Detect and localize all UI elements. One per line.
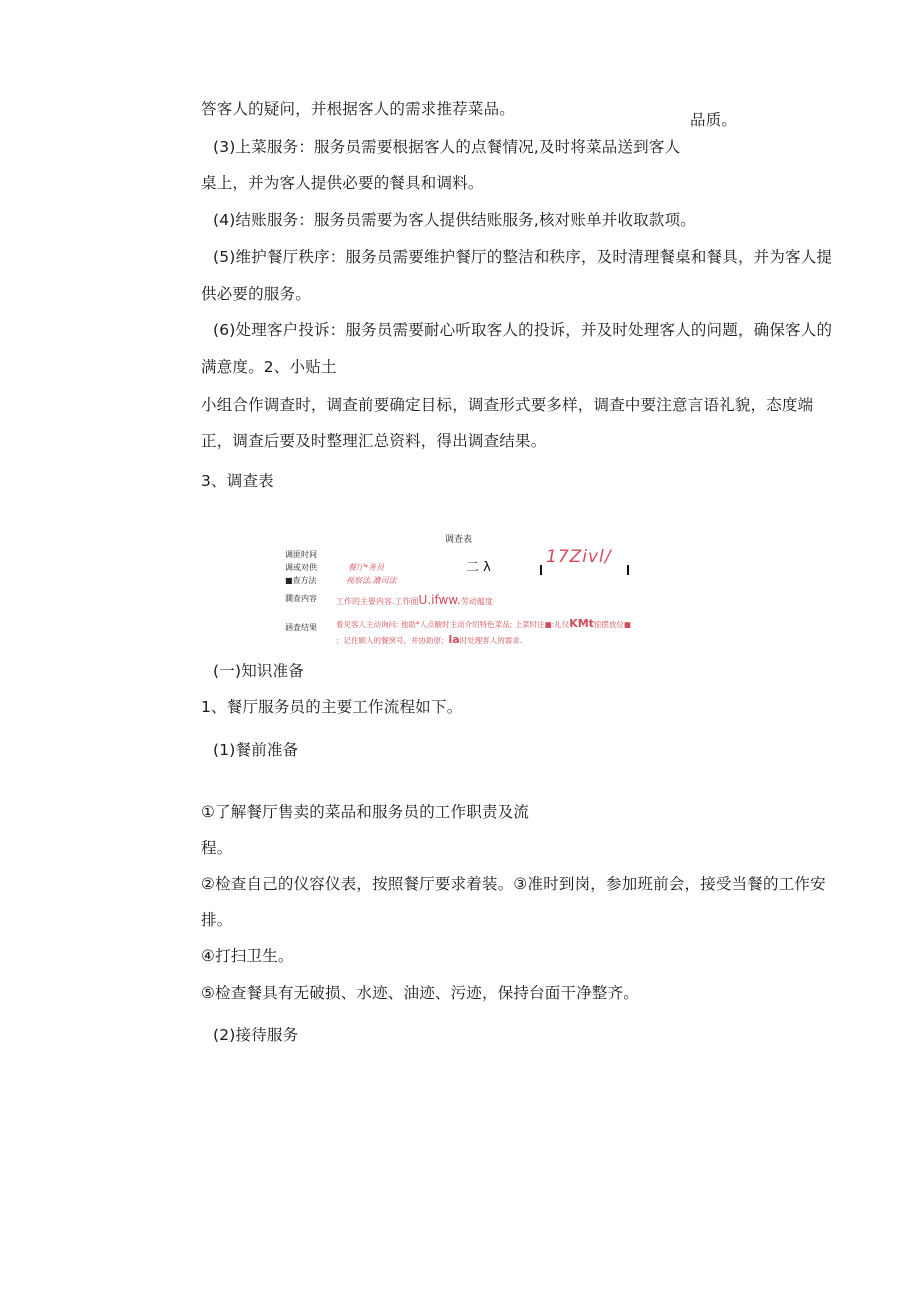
survey-result-part: KMt [569,617,594,630]
paragraph-line: 排。 [201,911,233,929]
survey-result-part: 时处理客人的需求. [459,636,523,645]
paragraph-line: (3)上菜服务：服务员需要根据客人的点餐情况,及时将菜品送到客人 [213,138,681,156]
survey-content-value [336,589,493,608]
paragraph-line: (6)处理客户投诉：服务员需要耐心听取客人的投诉，并及时处理客人的问题，确保客人的 [213,321,833,339]
paragraph-line: (4)结账服务：服务员需要为客人提供结账服务,核对账单并收取款项。 [213,211,696,229]
survey-bar [627,565,629,575]
section-heading: (2)接待服务 [213,1026,299,1044]
survey-title: 调查表 [445,535,473,545]
paragraph-line: ④打扫卫生。 [201,947,294,965]
section-heading: (1)餐前准备 [213,741,299,759]
paragraph-line: 桌上，并为客人提供必要的餐具和调料。 [201,174,484,192]
paragraph-line: 小组合作调查时，调查前要确定目标，调查形式要多样，调查中要注意言语礼貌，态度端 [201,396,814,414]
survey-bar [540,565,542,575]
section-heading: (一)知识准备 [213,662,304,680]
paragraph-line: ⑤检查餐具有无破损、水迹、油迹、污迹，保持台面干净整齐。 [201,984,639,1002]
paragraph-line: 1、餐厅服务员的主要工作流程如下。 [201,698,463,716]
survey-content-part: 劳动蕴度 [460,597,493,606]
paragraph-line: ①了解餐厅售卖的菜品和服务员的工作职责及流 [201,803,530,821]
survey-label: 调或对供 [285,563,317,572]
paragraph-line: 答客人的疑问，并根据客人的需求推荐菜品。 [201,100,516,118]
survey-result-part: 惊摆放位■ [593,620,632,629]
paragraph-line: ②检查自己的仪容仪表，按照餐厅要求着装。③准时到岗，参加班前会，接受当餐的工作安 [201,875,826,893]
survey-content-part: U.ifww. [418,593,461,607]
survey-content-part: 工作的主要内容.工作面 [336,597,419,606]
survey-object-value: 餐厅*务员 [348,563,384,572]
survey-result-part: 看见客人主动询问: 他助*人点駿时主动介绍特色菜品; 上菜时注■:礼仪 [336,620,570,629]
survey-result-part: ；记住顾人的餐窯号，并协助原； [336,636,449,645]
survey-label: 调匪时间 [285,550,317,559]
paragraph-line: 品质。 [690,111,738,129]
survey-label: 涵査结果 [285,623,317,632]
survey-mark-red: 17Zivl∕ [546,547,612,567]
paragraph-line: (5)维护餐厅秩序：服务员需要维护餐厅的整洁和秩序，及时清理餐桌和餐具，并为客人提 [213,248,833,266]
survey-result-part: la [448,633,460,646]
paragraph-line: 正，调查后要及时整理汇总资料，得出调查结果。 [201,432,547,450]
survey-mark: 二 λ [466,560,491,575]
paragraph-line: 程。 [201,839,233,857]
survey-label: 濶查内容 [285,594,317,603]
survey-result-line [336,628,522,647]
survey-label: ■查方法 [285,576,317,585]
paragraph-line: 供必要的服务。 [201,285,311,303]
survey-method-value: 视察法.濃司法 [346,576,397,585]
section-heading: 3、调查表 [201,472,274,490]
paragraph-line: 满意度。2、小贴土 [201,358,337,376]
